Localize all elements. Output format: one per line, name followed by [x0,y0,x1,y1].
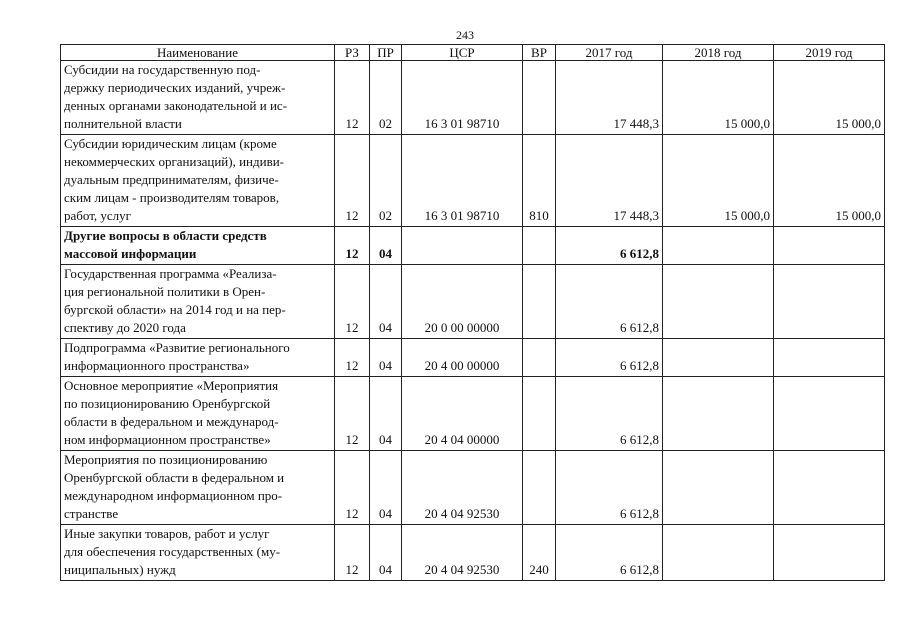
rz-cell: 12 [335,525,370,581]
value-2019: 15 000,0 [774,135,885,227]
value-2017: 6 612,8 [556,525,663,581]
row-name-line: Иные закупки товаров, работ и услуг [64,526,270,541]
rz-cell: 12 [335,135,370,227]
row-name-line: некоммерческих организаций), индиви- [64,154,284,169]
table-row [61,525,885,581]
rz-cell: 12 [335,61,370,135]
pr-cell: 04 [370,451,402,525]
row-name-line: полнительной власти [64,116,182,131]
value-2017: 6 612,8 [556,227,663,265]
csr-cell: 20 0 00 00000 [402,265,523,339]
rz-cell: 12 [335,339,370,377]
row-name-line: ном информационном пространстве» [64,432,271,447]
pr-cell: 02 [370,61,402,135]
value-2018: 15 000,0 [663,61,774,135]
rz-cell: 12 [335,377,370,451]
value-2018 [663,265,774,339]
row-name-line: информационного пространства» [64,358,250,373]
vr-cell [523,227,556,265]
rz-cell: 12 [335,265,370,339]
table-row [61,61,885,135]
row-name-line: ниципальных) нужд [64,562,176,577]
vr-cell [523,265,556,339]
pr-cell: 04 [370,377,402,451]
pr-cell: 04 [370,265,402,339]
pr-cell: 04 [370,339,402,377]
row-name [61,525,335,581]
header-pr: ПР [370,45,402,61]
vr-cell: 810 [523,135,556,227]
value-2018: 15 000,0 [663,135,774,227]
value-2018 [663,377,774,451]
table-row [61,377,885,451]
row-name [61,135,335,227]
csr-cell [402,227,523,265]
value-2017: 17 448,3 [556,135,663,227]
budget-table [60,44,885,581]
header-vr: ВР [523,45,556,61]
value-2017: 6 612,8 [556,451,663,525]
header-row [61,45,885,61]
row-name-line: спективу до 2020 года [64,320,186,335]
pr-cell: 04 [370,525,402,581]
row-name [61,265,335,339]
table-row [61,265,885,339]
value-2018 [663,525,774,581]
rz-cell: 12 [335,227,370,265]
value-2019: 15 000,0 [774,61,885,135]
value-2018 [663,227,774,265]
csr-cell: 16 3 01 98710 [402,61,523,135]
row-name-line: Основное мероприятие «Мероприятия [64,378,279,393]
page-number: 243 [456,28,474,42]
header-rz: РЗ [335,45,370,61]
csr-cell: 20 4 04 92530 [402,525,523,581]
table-row [61,339,885,377]
value-2017: 6 612,8 [556,377,663,451]
vr-cell [523,61,556,135]
row-name-line: Мероприятия по позиционированию [64,452,268,467]
pr-cell: 04 [370,227,402,265]
row-name-line: Подпрограмма «Развитие регионального [64,340,290,355]
value-2019 [774,265,885,339]
value-2018 [663,339,774,377]
row-name-line: бургской области» на 2014 год и на пер- [64,302,286,317]
row-name-line: международном информационном про- [64,488,283,503]
csr-cell: 20 4 04 00000 [402,377,523,451]
row-name-line: держку периодических изданий, учреж- [64,80,286,95]
row-name-line: по позиционированию Оренбургской [64,396,271,411]
value-2019 [774,377,885,451]
vr-cell: 240 [523,525,556,581]
value-2019 [774,525,885,581]
row-name-line: Государственная программа «Реализа- [64,266,277,281]
row-name-line: дуальным предпринимателям, физиче- [64,172,279,187]
value-2017: 17 448,3 [556,61,663,135]
header-2017: 2017 год [556,45,663,61]
row-name [61,339,335,377]
header-name: Наименование [61,45,335,61]
row-name-line: странстве [64,506,119,521]
value-2019 [774,227,885,265]
row-name-line: Оренбургской области в федеральном и [64,470,285,485]
row-name-line: Другие вопросы в области средств [64,228,267,243]
rz-cell: 12 [335,451,370,525]
value-2018 [663,451,774,525]
value-2019 [774,339,885,377]
vr-cell [523,451,556,525]
row-name-line: массовой информации [64,246,197,261]
vr-cell [523,377,556,451]
value-2019 [774,451,885,525]
csr-cell: 20 4 04 92530 [402,451,523,525]
row-name-line: работ, услуг [64,208,132,223]
table-row [61,135,885,227]
row-name [61,377,335,451]
row-name [61,451,335,525]
csr-cell: 16 3 01 98710 [402,135,523,227]
header-2019: 2019 год [774,45,885,61]
header-2018: 2018 год [663,45,774,61]
table-row [61,451,885,525]
row-name-line: области в федеральном и международ- [64,414,279,429]
row-name-line: ция региональной политики в Орен- [64,284,266,299]
row-name-line: для обеспечения государственных (му- [64,544,281,559]
row-name-line: ским лицам - производителям товаров, [64,190,280,205]
value-2017: 6 612,8 [556,265,663,339]
row-name [61,227,335,265]
row-name-line: Субсидии на государственную под- [64,62,261,77]
value-2017: 6 612,8 [556,339,663,377]
vr-cell [523,339,556,377]
header-csr: ЦСР [402,45,523,61]
row-name-line: денных органами законодательной и ис- [64,98,288,113]
csr-cell: 20 4 00 00000 [402,339,523,377]
table-row [61,227,885,265]
row-name-line: Субсидии юридическим лицам (кроме [64,136,277,151]
pr-cell: 02 [370,135,402,227]
row-name [61,61,335,135]
